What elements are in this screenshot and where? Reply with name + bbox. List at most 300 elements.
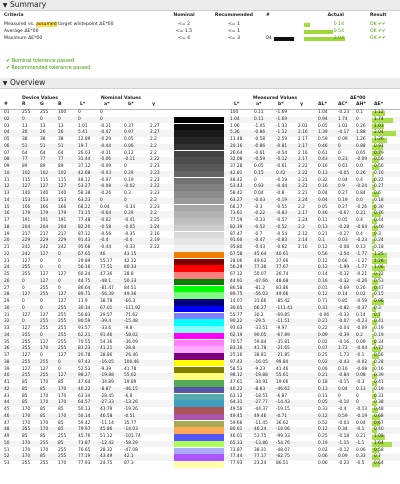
table-cell: 0 [40,258,43,264]
table-cell: 2.23 [150,204,160,210]
table-cell: -0.55 [276,204,288,210]
table-row [0,319,400,326]
table-cell: 38 [4,359,10,365]
table-cell: 0.14 [338,292,348,298]
table-cell: 93.63 [230,326,243,331]
table-cell: -16.05 [254,359,268,365]
table-cell: -27.33 [100,400,114,406]
table-cell: 86.58 [230,285,243,291]
column-header: G [40,102,44,107]
table-cell: 2.23 [150,164,160,169]
table-cell: 0.38 [374,400,384,406]
table-row [0,171,400,178]
table-cell: 217 [22,231,31,237]
table-cell: 115 [58,177,67,183]
overview-section-header[interactable] [0,78,400,89]
table-cell: 2.21 [298,191,308,196]
table-cell: -44.37 [254,407,268,412]
table-cell: -0.5 [356,461,365,466]
table-cell: 0.27 [338,191,348,196]
table-cell: -0.69 [338,285,350,291]
table-cell: 86.51 [276,461,289,466]
color-swatch [174,373,224,380]
table-cell: 255 [40,461,49,466]
table-cell: 0.96 [374,299,384,304]
table-cell: 0.11 [318,218,328,223]
table-cell: 0.30 [374,204,384,210]
table-cell: 255 [58,312,67,318]
color-swatch [174,252,224,259]
table-cell: 77 [40,157,46,163]
table-cell: 0.05 [254,164,264,169]
table-cell: 255 [40,319,49,325]
table-cell: -0.10 [338,400,350,406]
table-cell: 44 [4,400,10,406]
table-cell: 52.53 [78,366,91,372]
table-cell: -0.21 [100,123,112,129]
color-swatch [174,441,224,448]
table-cell: 38 [40,137,46,142]
table-cell: -0.02 [100,218,112,223]
table-cell: -8.87 [100,386,112,392]
table-cell: -0.02 [124,184,136,190]
table-cell: 0 [40,332,43,338]
table-cell: 100 [230,110,239,115]
table-cell: 26.64 [230,150,243,156]
table-cell: 19.89 [124,380,137,385]
table-cell: 0.11 [318,393,328,399]
table-cell: -46.15 [124,386,138,392]
table-cell: 85 [40,407,46,412]
table-cell: 217 [58,231,67,237]
table-cell: 0.46 [318,143,328,149]
table-cell: 166 [58,204,67,210]
table-cell: 2.2 [298,224,305,230]
table-cell: 0.33 [318,407,328,412]
table-cell: 26 [4,278,10,284]
table-cell: 127 [22,366,31,372]
table-cell: 2.2 [150,137,157,142]
table-cell: 0 [58,258,61,264]
table-cell: 255 [22,332,31,338]
table-cell: 0.04 [356,420,366,426]
table-cell: 29.89 [78,258,91,264]
table-cell: 26 [40,130,46,136]
table-cell: 28.8 [124,272,134,277]
table-cell: -0.3 [356,380,365,385]
table-cell: 255 [22,265,31,271]
table-cell: 17 [4,218,10,223]
table-cell: 62.21 [78,332,91,338]
table-cell: 0.19 [124,177,134,183]
table-row [0,346,400,353]
table-row [0,407,400,414]
table-cell: 1.04 [230,116,240,122]
table-cell: 5.41 [78,130,88,136]
collapse-triangle-icon[interactable]: ▼ [2,2,8,9]
table-cell: 2.25 [150,218,160,223]
table-cell: 0.76 [374,211,384,217]
table-cell: 37.66 [276,258,289,264]
table-cell: -0.35 [124,231,136,237]
table-cell: 43 [4,393,10,399]
table-cell: 179 [22,211,31,217]
table-cell: 2.22 [150,184,160,190]
criteria-text: Maximum ΔE*00 [4,36,43,41]
table-cell: 77.19 [78,454,91,460]
table-cell: 0.44 [374,218,384,223]
table-cell: 0.12 [318,413,328,419]
table-cell: 65.33 [230,440,243,446]
column-header: b* [128,102,134,107]
table-cell: 02 [4,116,10,122]
table-cell: 46 [4,413,10,419]
color-swatch [174,130,224,137]
table-cell: 89 [40,164,46,169]
table-cell: 0.52 [318,420,328,426]
table-cell: 0.4 [356,177,363,183]
table-row [0,198,400,205]
table-cell: 63.27 [230,197,243,203]
table-cell: 1.12 [374,110,384,115]
table-cell: -62.75 [276,454,290,460]
table-cell: -0.83 [276,211,288,217]
table-cell: 91.60 [230,238,243,244]
table-cell: 255 [22,339,31,345]
table-cell: 0.12 [318,427,328,433]
table-cell: 64.57 [78,400,91,406]
table-cell: -111.41 [276,305,293,311]
table-cell: -0.1 [356,353,365,358]
table-cell: 29.57 [100,312,113,318]
table-cell: 127 [58,272,67,277]
table-cell: 0.09 [356,339,366,345]
table-cell: 0.05 [318,204,328,210]
table-cell: 66.27 [254,305,267,311]
table-cell: 15 [4,204,10,210]
table-cell: 67.01 [100,305,113,311]
table-cell: 0.61 [338,164,348,169]
table-cell: 255 [22,373,31,379]
table-cell: -0.22 [254,211,266,217]
table-cell: 0 [124,197,127,203]
table-cell: -0.04 [356,346,368,352]
table-cell: -47.66 [254,278,268,284]
table-cell: -0.33 [254,218,266,223]
table-cell: 25 [4,272,10,277]
color-swatch [174,292,224,299]
table-cell: 53 [4,461,10,466]
table-cell: 0.19 [374,386,384,392]
nominal-values-header: Nominal Values [101,96,142,101]
table-cell: 93.57 [78,326,91,331]
table-cell: 47.64 [78,380,91,385]
table-cell: 0 [338,143,341,149]
table-cell: 41.46 [276,366,289,372]
table-cell: 85 [58,420,64,426]
table-cell: 62.19 [230,332,243,338]
table-cell: 0.06 [124,143,134,149]
table-cell: -1.1 [356,440,365,446]
table-cell: 59.66 [230,420,243,426]
table-cell: 46.58 [100,413,113,419]
table-cell: -0.39 [338,332,350,338]
table-cell: 99.84 [276,359,289,365]
actual-value: 0.14 [333,22,344,27]
color-swatch [174,380,224,387]
table-cell: 0.56 [318,251,328,257]
table-cell: 0.13 [318,224,328,230]
table-cell: 0.18 [318,380,328,385]
table-cell: 255 [40,292,49,298]
table-cell: 89 [22,164,28,169]
table-cell: 23.24 [254,461,267,466]
table-cell: -0.08 [356,366,368,372]
table-cell: 191 [22,218,31,223]
table-cell: 0.07 [318,346,328,352]
table-cell: -8.83 [254,386,266,392]
summary-section-header[interactable] [0,0,400,11]
table-cell: 204 [40,224,49,230]
color-swatch [174,117,224,124]
table-row [0,427,400,434]
table-cell: 127 [22,258,31,264]
actual-value: 0.54 [333,29,344,34]
table-cell: 38.81 [254,353,267,358]
table-cell: -34.89 [100,380,114,385]
table-cell: -0.07 [100,177,112,183]
table-cell: -0.81 [276,143,288,149]
table-cell: 38.78 [100,299,113,304]
table-cell: 170 [22,454,31,460]
table-cell: -14.03 [124,427,138,433]
table-cell: 0.48 [374,407,384,412]
table-cell: 77 [58,157,64,163]
table-cell: 2.16 [150,231,160,237]
color-swatch [174,319,224,326]
table-cell: 0.61 [318,150,328,156]
table-cell: 28.06 [230,258,243,264]
table-cell: 13.48 [230,137,243,142]
table-cell: -0.61 [254,150,266,156]
table-row [0,292,400,299]
table-cell: 12 [4,184,10,190]
table-cell: 07 [4,150,10,156]
table-cell: 255 [22,272,31,277]
table-cell: -0.61 [276,164,288,169]
table-cell: 127 [40,272,49,277]
table-cell: -0.03 [254,197,266,203]
table-cell: 1.04 [318,110,328,115]
table-row [0,191,400,198]
table-cell: 59.42 [78,420,91,426]
color-swatch [174,434,224,441]
table-cell: 0.23 [338,157,348,163]
table-cell: -1.73 [338,353,350,358]
table-cell: -0.19 [356,413,368,419]
nominal-header: Nominal [173,13,195,18]
table-cell: 255 [58,454,67,460]
table-cell: 89.75 [230,292,243,298]
color-swatch [174,265,224,272]
table-cell: 60.24 [78,272,91,277]
table-cell: 255 [58,305,67,311]
table-row [0,238,400,245]
table-cell: -81.2 [254,285,266,291]
table-cell: 26 [58,130,64,136]
table-cell: 47.61 [230,380,243,385]
color-swatch [174,454,224,461]
table-cell: -28.8 [124,346,136,352]
table-cell: 0.4 [356,231,363,237]
table-cell: -0.26 [356,204,368,210]
table-cell: 255 [22,110,31,115]
actual-value: 2.04 [333,36,344,41]
table-cell: 191 [40,218,49,223]
table-cell: 2.12 [298,231,308,237]
table-row [0,110,400,117]
table-cell: -0.31 [100,150,112,156]
hash-value: 04 [266,36,272,41]
table-row [0,218,400,225]
table-row [0,353,400,360]
table-cell: 0 [58,366,61,372]
table-cell: 40.61 [276,251,289,257]
table-cell: 85 [22,434,28,439]
table-row [0,157,400,164]
table-cell: 100 [58,110,67,115]
table-cell: 2.22 [150,245,160,250]
table-cell: 85 [22,380,28,385]
table-cell: 255 [58,339,67,345]
table-row [0,441,400,448]
table-cell: 0 [22,278,25,284]
table-cell: 0.1 [356,110,363,115]
table-cell: 2.03 [298,123,308,129]
table-cell: 77 [22,157,28,163]
table-cell: 0.06 [318,461,328,466]
table-cell: -0.32 [338,278,350,284]
table-cell: 2.24 [150,224,160,230]
table-cell: -0.67 [338,211,350,217]
table-cell: -0.11 [124,157,136,163]
table-cell: -0.18 [338,434,350,439]
color-swatch [174,171,224,178]
color-swatch [174,286,224,293]
table-cell: 06 [4,143,10,149]
table-cell: -21.65 [276,346,290,352]
table-cell: 01 [4,110,10,115]
column-header: R [22,102,26,107]
table-cell: -26.46 [124,353,138,358]
table-cell: 127 [40,366,49,372]
table-cell: 55.17 [100,258,113,264]
table-row [0,414,400,421]
table-cell: -28.45 [100,393,114,399]
table-cell: 0.04 [254,191,264,196]
table-cell: 0.13 [318,386,328,392]
nominal-value: <= 4 [177,36,191,41]
table-cell: 1.26 [356,137,366,142]
table-cell: 95.68 [78,245,91,250]
table-cell: 2.2 [150,143,157,149]
summary-title: Summary [10,0,47,9]
table-cell: 0.9 [338,184,345,190]
table-cell: 2.16 [298,130,308,136]
table-cell: 1.26 [374,258,384,264]
table-cell: -58.02 [124,332,138,338]
column-header: a* [256,102,262,107]
table-cell: 85 [40,434,46,439]
nominal-value: <= 1.5 [175,29,193,34]
highlighted-word: assumed [35,22,57,27]
table-cell: 0 [22,305,25,311]
table-cell: -0.21 [356,272,368,277]
table-cell: 242 [22,245,31,250]
table-cell: 0.6 [374,191,381,196]
table-cell: 0.25 [318,353,328,358]
table-cell: 51 [58,143,64,149]
table-cell: 0.16 [374,170,384,176]
table-cell: 31.66 [254,299,267,304]
table-cell: 242 [22,251,31,257]
table-cell: 47.36 [100,272,113,277]
table-cell: -12.42 [100,440,114,446]
color-swatch [174,238,224,245]
table-cell: -19.26 [124,407,138,412]
table-cell: -0.43 [254,245,266,250]
table-cell: 0.16 [374,366,384,372]
table-cell: 2.22 [298,164,308,169]
table-cell: 0.15 [374,292,384,298]
table-cell: 255 [58,434,67,439]
column-header: ΔH* [356,102,366,107]
table-cell: 255 [40,110,49,115]
color-swatch [174,157,224,164]
collapse-triangle-icon[interactable]: ▼ [2,80,8,87]
table-cell: 229 [40,238,49,244]
table-cell: 170 [58,386,67,392]
table-cell: 127 [22,353,31,358]
table-cell: 153 [22,197,31,203]
table-cell: 73.15 [78,211,91,217]
table-cell: 56.16 [78,265,91,271]
table-cell: -0.15 [338,380,350,385]
table-cell: 73.87 [78,440,91,446]
table-cell: 170 [40,447,49,453]
table-cell: -0.09 [356,157,368,163]
table-row [0,461,400,468]
table-cell: 77.44 [230,454,243,460]
table-cell: 30.65 [230,305,243,311]
table-row [0,144,400,151]
table-cell: 33 [4,326,10,331]
table-cell: 1.03 [338,123,348,129]
table-row [0,184,400,191]
table-cell: 41.78 [254,346,267,352]
table-cell: -0.08 [338,245,350,250]
table-cell: -13.26 [124,400,138,406]
table-cell: -0.58 [100,224,112,230]
color-swatch [174,313,224,320]
table-cell: 0.04 [318,197,328,203]
table-cell: 20.78 [78,353,91,358]
table-cell: 170 [58,393,67,399]
table-cell: 31.44 [78,157,91,163]
table-cell: 0 [58,278,61,284]
table-cell: 0 [22,116,25,122]
table-cell: 42.81 [230,170,243,176]
